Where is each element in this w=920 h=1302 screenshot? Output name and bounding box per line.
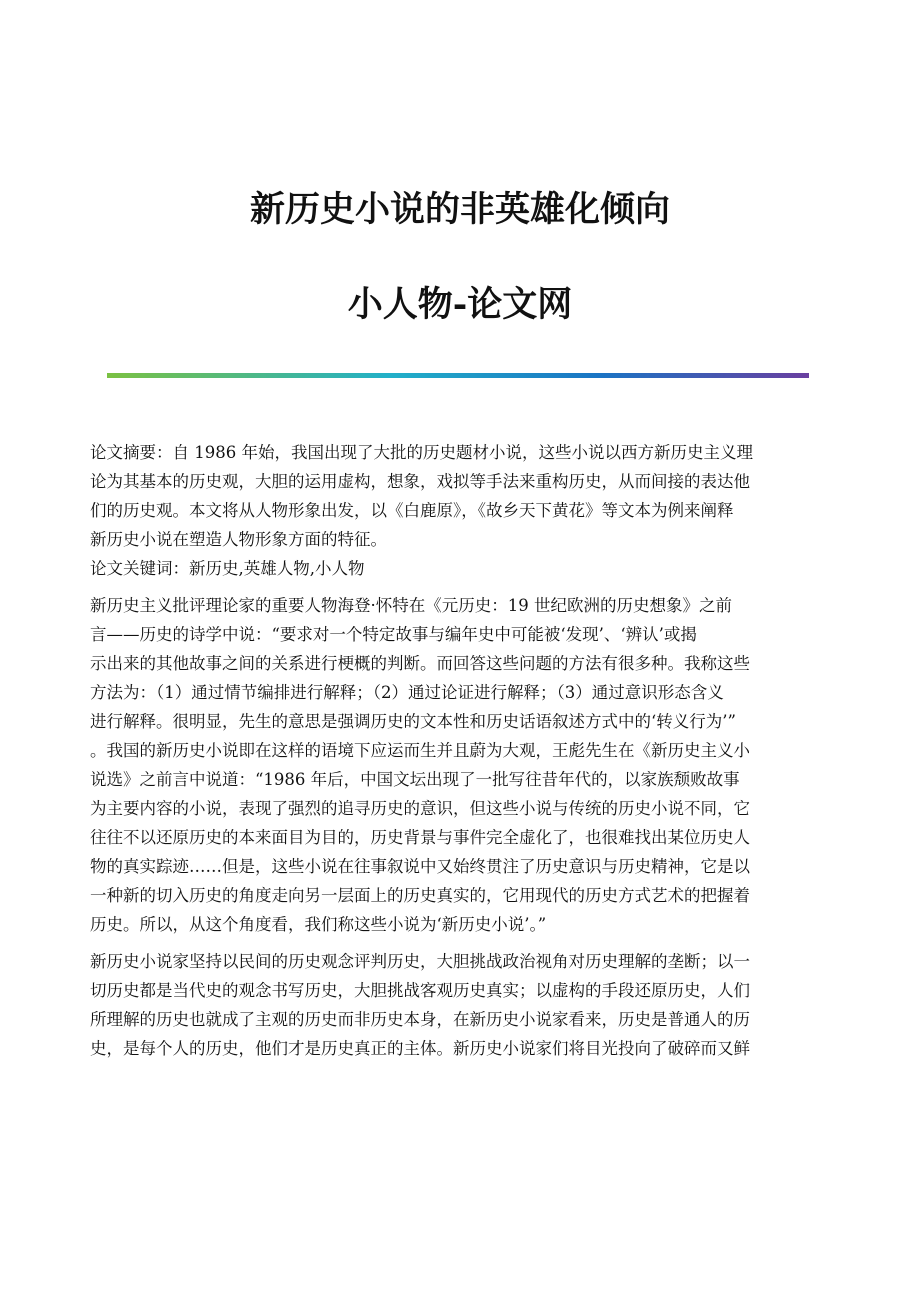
abstract-paragraph	[90, 438, 835, 554]
text-line: 一种新的切入历史的角度走向另一层面上的历史真实的，它用现代的历史方式艺术的把握着	[90, 886, 750, 905]
keywords-text: 论文关键词：新历史,英雄人物,小人物	[90, 559, 365, 578]
text-line: 史，是每个人的历史，他们才是历史真正的主体。新历史小说家们将目光投向了破碎而又鲜	[90, 1039, 750, 1058]
text-line: 所理解的历史也就成了主观的历史而非历史本身，在新历史小说家看来，历史是普通人的历	[90, 1010, 750, 1029]
text-line: 论文摘要：自 1986 年始，我国出现了大批的历史题材小说，这些小说以西方新历史主义理	[90, 443, 753, 462]
text-line: 们的历史观。本文将从人物形象出发，以《白鹿原》，《故乡天下黄花》等文本为例来阐释	[90, 501, 734, 520]
paragraph-gap	[90, 939, 835, 947]
text-line: 进行解释。很明显，先生的意思是强调历史的文本性和历史话语叙述方式中的‘转义行为’”	[90, 712, 736, 731]
text-line: 新历史主义批评理论家的重要人物海登·怀特在《元历史：19 世纪欧洲的历史想象》之前	[90, 596, 732, 615]
keywords-line	[90, 554, 835, 583]
body-paragraph-2	[90, 947, 835, 1063]
text-line: 言——历史的诗学中说：“要求对一个特定故事与编年史中可能被‘发现’、‘辨认’或揭	[90, 625, 697, 644]
body-paragraph-1	[90, 591, 835, 939]
document-body	[90, 438, 835, 1063]
text-line: 方法为：（1）通过情节编排进行解释；（2）通过论证进行解释；（3）通过意识形态含义	[90, 683, 724, 702]
text-line: 往往不以还原历史的本来面目为目的，历史背景与事件完全虚化了，也很难找出某位历史人	[90, 828, 750, 847]
text-line: 新历史小说家坚持以民间的历史观念评判历史，大胆挑战政治视角对历史理解的垄断；以一	[90, 952, 750, 971]
text-line: 切历史都是当代史的观念书写历史，大胆挑战客观历史真实；以虚构的手段还原历史，人们	[90, 981, 750, 1000]
text-line: 说选》之前言中说道：“1986 年后，中国文坛出现了一批写往昔年代的，以家族颓败故事	[90, 770, 740, 789]
paragraph-gap	[90, 583, 835, 591]
document-title: 新历史小说的非英雄化倾向	[249, 189, 670, 230]
text-line: 。我国的新历史小说即在这样的语境下应运而生并且蔚为大观，王彪先生在《新历史主义小	[90, 741, 750, 760]
text-line: 物的真实踪迹……但是，这些小说在往事叙说中又始终贯注了历史意识与历史精神，它是以	[90, 857, 750, 876]
document-subtitle: 小人物-论文网	[347, 284, 573, 325]
title-divider	[107, 373, 809, 378]
text-line: 新历史小说在塑造人物形象方面的特征。	[90, 530, 387, 549]
text-line: 为主要内容的小说，表现了强烈的追寻历史的意识，但这些小说与传统的历史小说不同，它	[90, 799, 750, 818]
text-line: 论为其基本的历史观，大胆的运用虚构，想象，戏拟等手法来重构历史，从而间接的表达他	[90, 472, 750, 491]
text-line: 历史。所以，从这个角度看，我们称这些小说为‘新历史小说’。”	[90, 915, 547, 934]
text-line: 示出来的其他故事之间的关系进行梗概的判断。而回答这些问题的方法有很多种。我称这些	[90, 654, 750, 673]
